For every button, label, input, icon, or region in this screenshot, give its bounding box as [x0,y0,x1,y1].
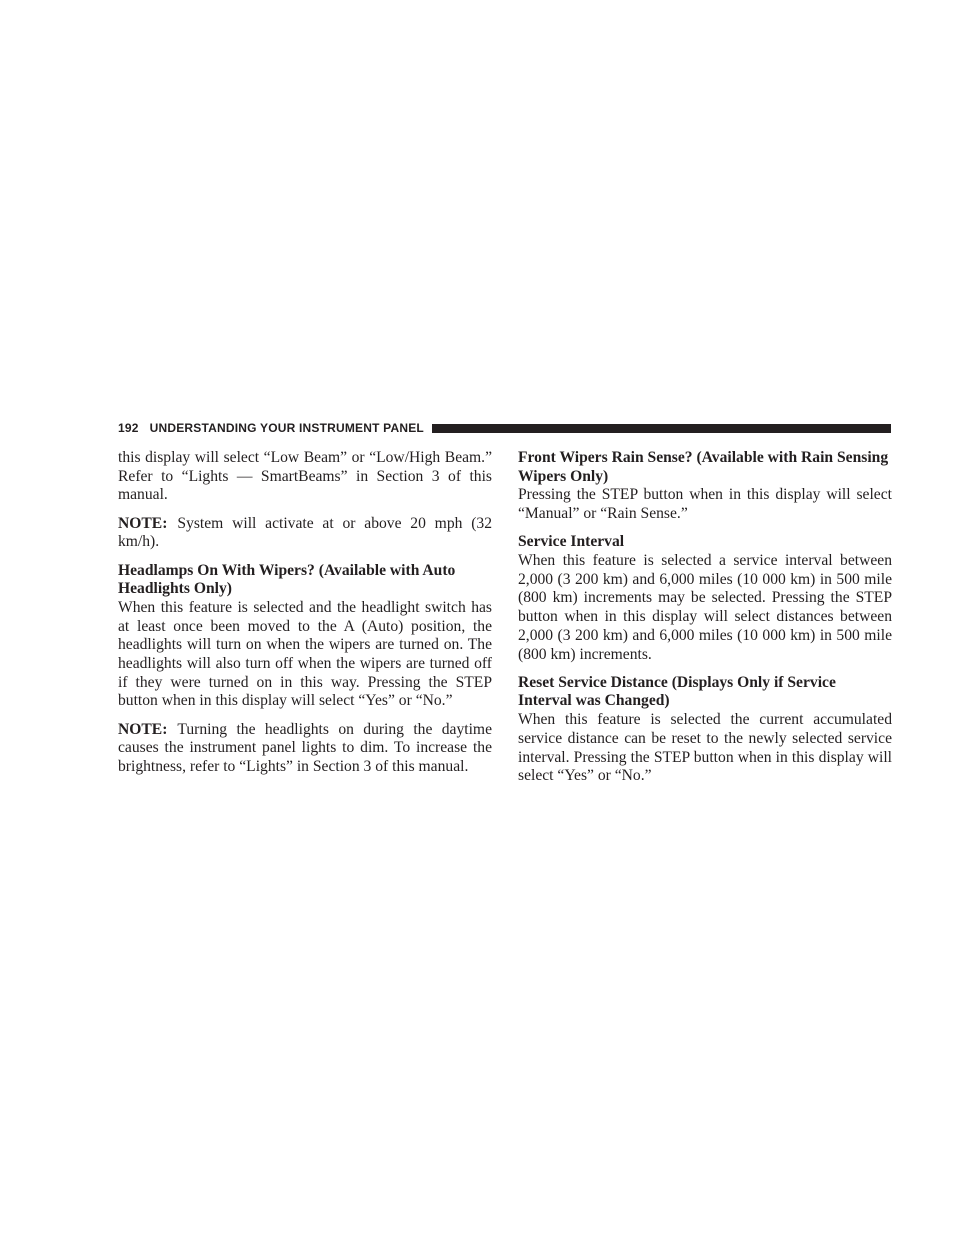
page-header [118,420,891,436]
paragraph: Pressing the STEP button when in this display will select “Manual” or “Rain Sense.” [518,486,892,523]
section-heading: Reset Service Distance (Displays Only if Service Interval was Changed) [518,673,836,710]
note-paragraph [118,721,492,777]
section-heading: Headlamps On With Wipers? (Available with Auto Headlights Only) [118,561,456,598]
section-heading: Front Wipers Rain Sense? (Available with Rain Sensing Wipers Only) [518,449,889,485]
note-label: NOTE: [118,720,168,738]
paragraph: this display will select “Low Beam” or “Low/High Beam.” Refer to “Lights — SmartBeams” in Section 3 of this manual. [118,449,492,504]
section-title: UNDERSTANDING YOUR INSTRUMENT PANEL [149,421,424,435]
right-column [518,449,892,795]
note-paragraph [118,515,492,552]
note-text: Turning the headlights on during the daytime causes the instrument panel lights to dim. To increase the brightness, refer to “Lights” in Section 3 of this manual. [118,720,492,776]
note-text: System will activate at or above 20 mph (32 km/h). [118,514,492,551]
left-column [118,449,492,786]
paragraph: When this feature is selected and the headlight switch has at least once been moved to the A (Auto) position, the headlights will turn on when the wipers are turned on. The headlights will also turn off when the wipers are turned off if they were turned on in this way. Pressing the STEP button when in this display will select “Yes” or “No.” [118,598,492,710]
note-label: NOTE: [118,514,168,532]
header-rule [432,424,891,433]
paragraph: When this feature is selected the current accumulated service distance can be reset to the newly selected service interval. Pressing the STEP button when in this display will select “Yes” or “No.” [518,711,892,785]
section-heading: Service Interval [518,533,625,551]
page-number: 192 [118,421,139,435]
paragraph: When this feature is selected a service interval between 2,000 (3 200 km) and 6,000 miles (10 000 km) in 500 mile (800 km) increments may be selected. Pressing the STEP button when in this display will select distances between 2,000 (3 200 km) and 6,000 miles (10 000 km) in 500 mile (800 km) increments. [518,552,892,663]
